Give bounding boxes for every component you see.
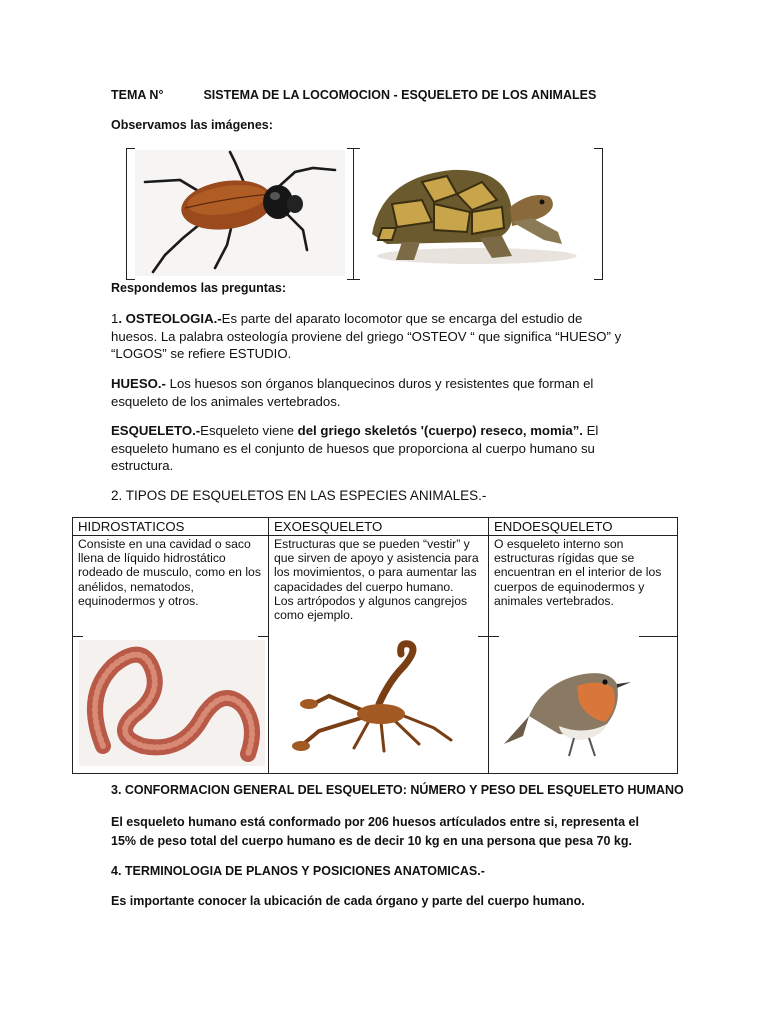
- table-image-row: [73, 636, 678, 774]
- q4-title: 4. TERMINOLOGIA DE PLANOS Y POSICIONES ANATOMICAS.-: [111, 864, 485, 878]
- q2-title: 2. TIPOS DE ESQUELETOS EN LAS ESPECIES ANIMALES.-: [111, 488, 487, 503]
- table-text-row: [73, 536, 678, 637]
- scorpion-image: [269, 636, 488, 768]
- tema-label: TEMA N°: [111, 88, 164, 102]
- osteologia-text: Es parte del aparato locomotor que se encarga del estudio de huesos. La palabra osteología proviene del griego “OSTEOV “ que significa “HUESO” y “LOGOS” se refiere ESTUDIO.: [111, 311, 622, 361]
- esqueleto-paragraph: [111, 422, 641, 475]
- header-hidrostaticos: HIDROSTATICOS: [73, 518, 269, 536]
- middle-bracket-left: [353, 148, 360, 280]
- header-endoesqueleto: ENDOESQUELETO: [489, 518, 678, 536]
- cell-hidrostaticos: Consiste en una cavidad o saco llena de líquido hidrostático rodeado de musculo, como en los anélidos, nematodos, equinodermos y otros.: [73, 536, 269, 637]
- osteologia-term: . OSTEOLOGIA.-: [118, 311, 222, 326]
- tortoise-image: [362, 152, 592, 276]
- esqueleto-term: ESQUELETO.-: [111, 423, 201, 438]
- skeleton-types-table: [72, 517, 678, 774]
- esqueleto-text-1: Esqueleto viene: [200, 423, 298, 438]
- cell-exoesqueleto: Estructuras que se pueden “vestir” y que sirven de apoyo y asistencia para los movimientos, o para aumentar las capacidades del cuerpo humano. Los artrópodos y algunos cangrejos como ejemplo.: [269, 536, 489, 637]
- header-exoesqueleto: EXOESQUELETO: [269, 518, 489, 536]
- hueso-paragraph: [111, 375, 636, 410]
- table-header-row: [73, 518, 678, 536]
- beetle-image: [135, 150, 345, 276]
- q3-title: 3. CONFORMACION GENERAL DEL ESQUELETO: NÚMERO Y PESO DEL ESQUELETO HUMANO: [111, 783, 684, 797]
- q3-text: El esqueleto humano está conformado por 206 huesos artículados entre si, representa el 15% de peso total del cuerpo humano es de decir 10 kg en una persona que pesa 70 kg.: [111, 815, 639, 848]
- respondemos-label: Respondemos las preguntas:: [111, 281, 287, 295]
- earthworm-image: [73, 636, 268, 768]
- hueso-term: HUESO.-: [111, 376, 166, 391]
- cell-endoesqueleto: O esqueleto interno son estructuras rígidas que se encuentran en el interior de los cuerpos de equinodermos y animales vertebrados.: [489, 536, 678, 637]
- observamos-label: Observamos las imágenes:: [111, 118, 273, 132]
- right-bracket: [594, 148, 603, 280]
- q4-text: Es importante conocer la ubicación de cada órgano y parte del cuerpo humano.: [111, 894, 585, 908]
- document-header: [111, 88, 596, 102]
- esqueleto-greek-origin: del griego skeletós '(cuerpo) reseco, momia”.: [297, 423, 583, 438]
- hueso-text: Los huesos son órganos blanquecinos duros y resistentes que forman el esqueleto de los animales vertebrados.: [111, 376, 594, 409]
- osteologia-paragraph: [111, 310, 631, 363]
- document-title: SISTEMA DE LA LOCOMOCION - ESQUELETO DE LOS ANIMALES: [203, 88, 597, 102]
- robin-bird-image: [489, 636, 677, 768]
- left-bracket: [126, 148, 135, 280]
- esqueleto-text-2: El esqueleto humano es el conjunto de huesos que proporciona al cuerpo humano su estructura.: [111, 423, 599, 473]
- q1-number: 1: [111, 311, 119, 326]
